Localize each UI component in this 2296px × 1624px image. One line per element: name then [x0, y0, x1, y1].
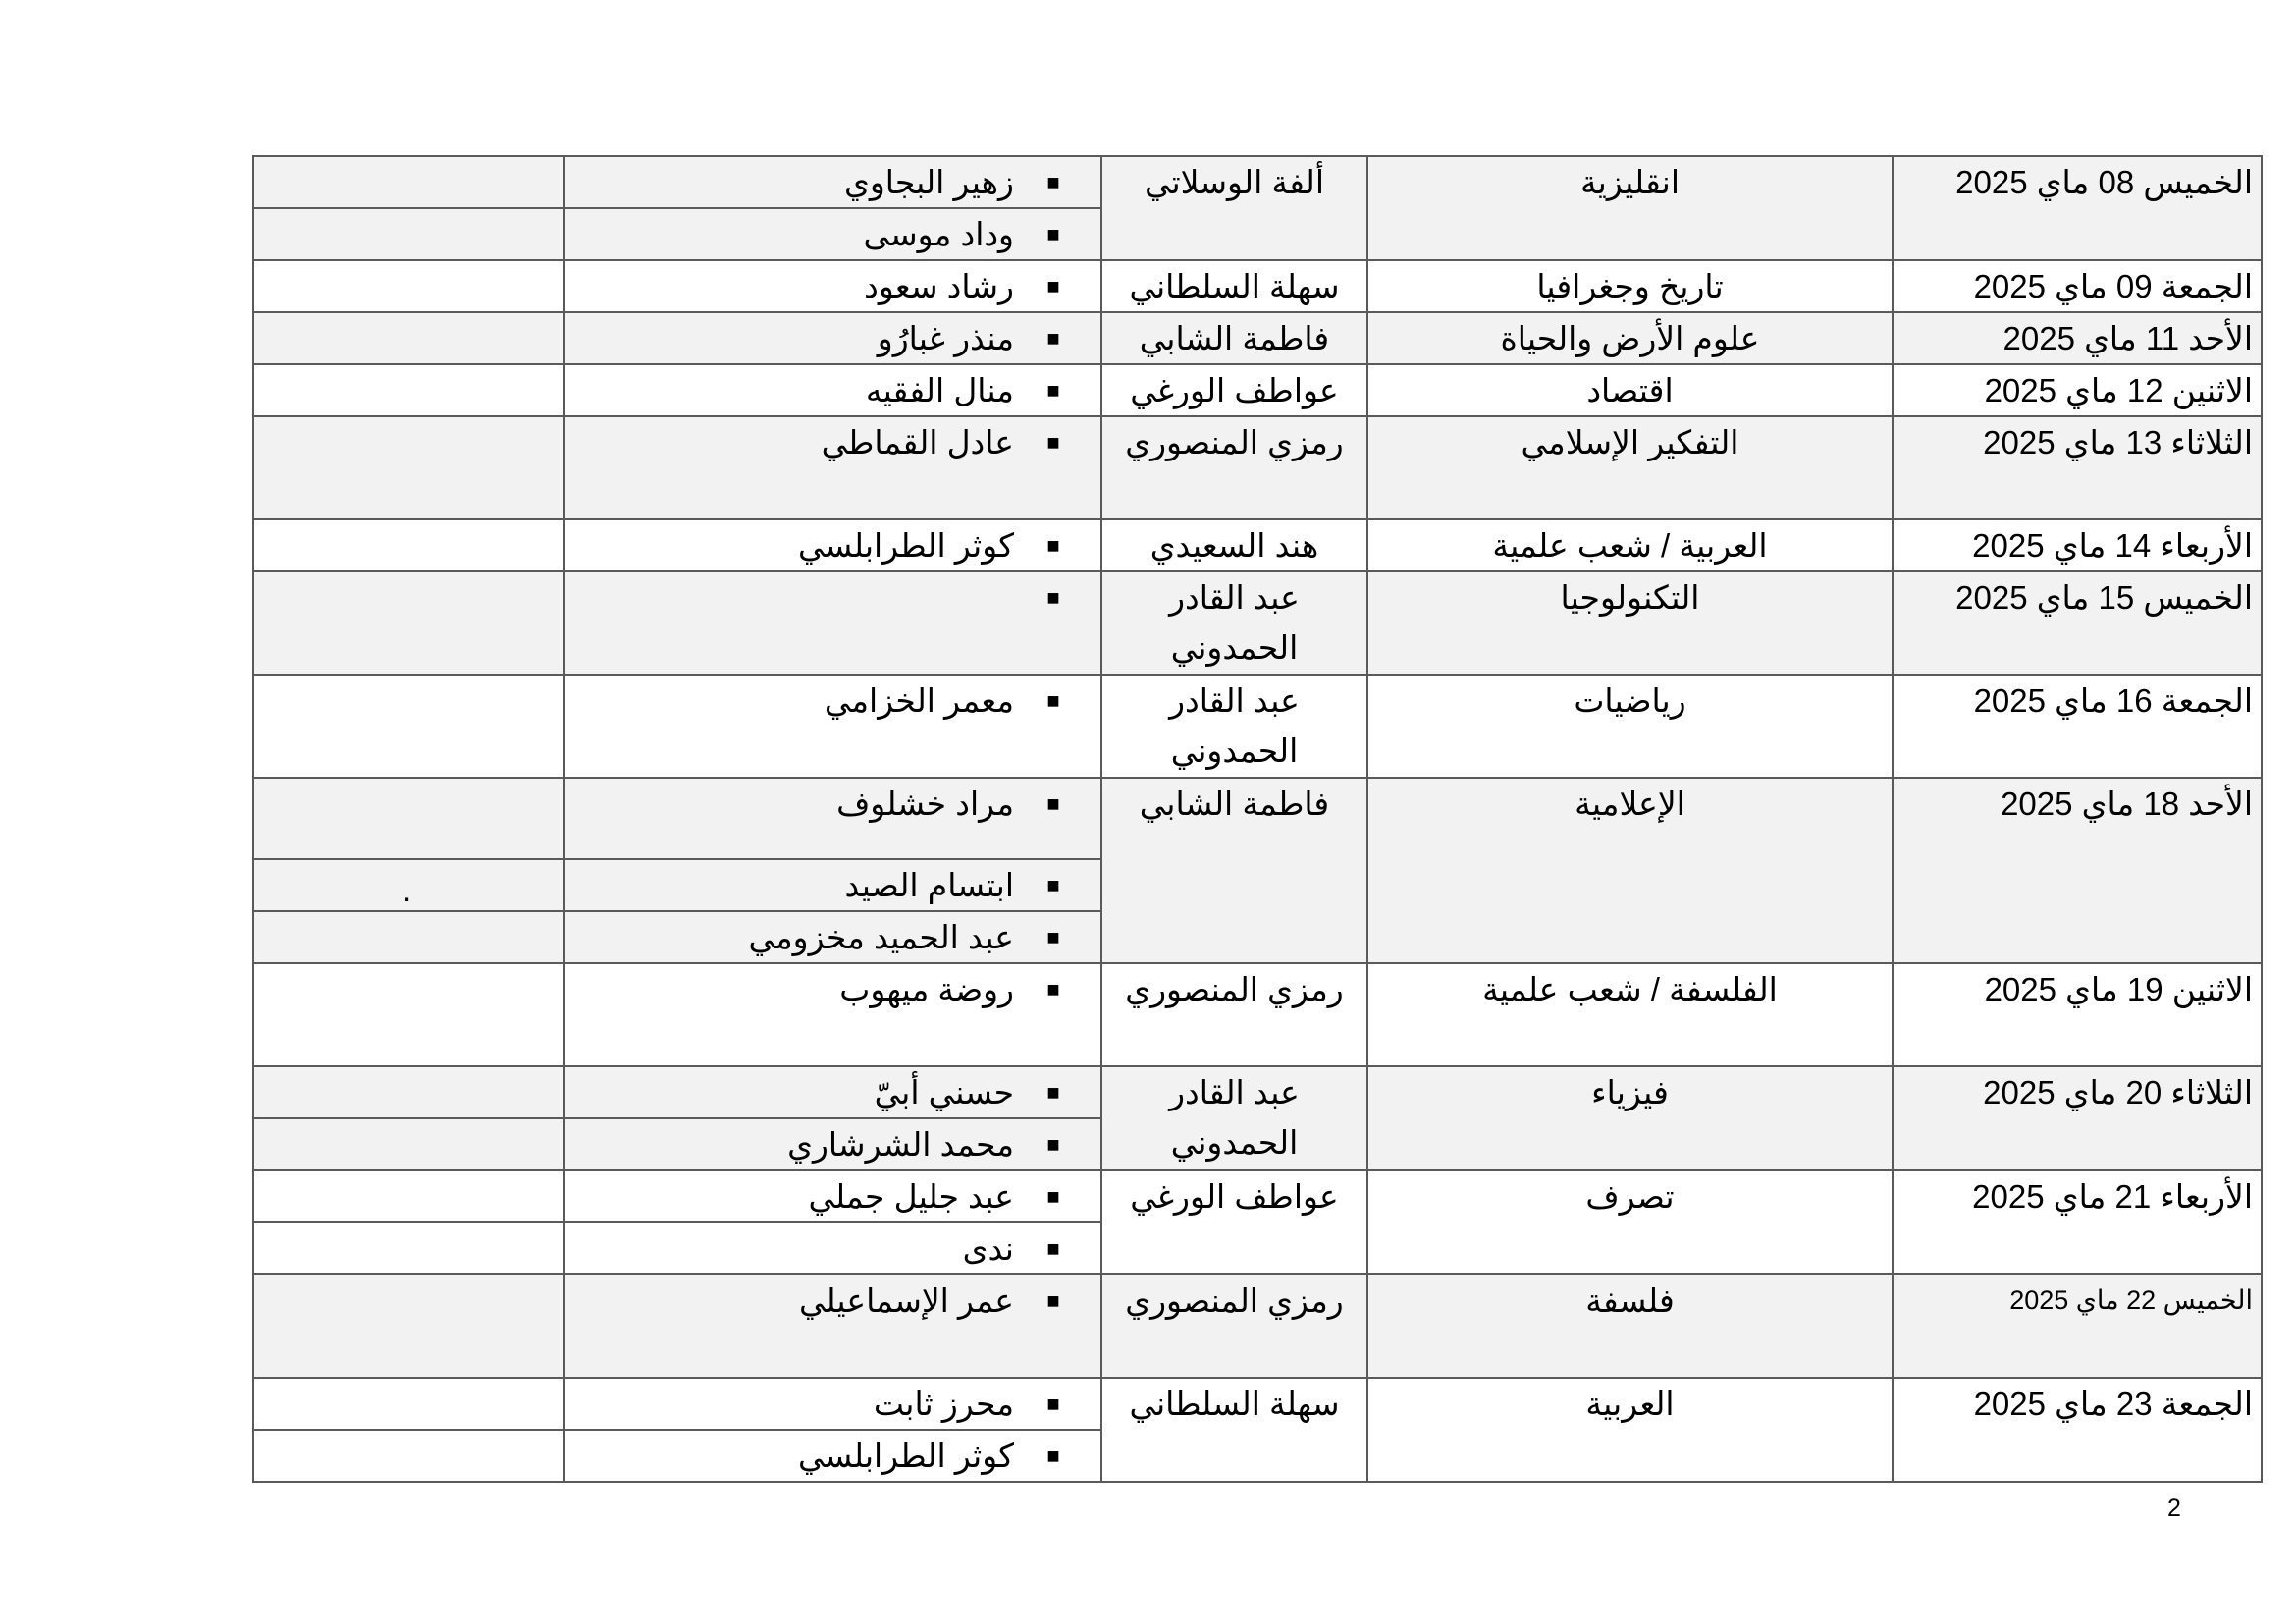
subject-cell: التكنولوجيا — [1367, 571, 1893, 675]
subject-cell: التفكير الإسلامي — [1367, 416, 1893, 519]
member-name: كوثر الطرابلسي — [797, 1437, 1014, 1474]
member-name: منال الفقيه — [865, 372, 1014, 408]
member-name: ندى — [962, 1230, 1014, 1267]
lead-cell: سهلة السلطاني — [1101, 1378, 1367, 1482]
notes-cell — [253, 778, 564, 859]
date-cell: الاثنين 19 ماي 2025 — [1893, 963, 2262, 1066]
page-number: 2 — [2167, 1494, 2181, 1522]
member-cell — [564, 416, 1101, 519]
notes-cell — [253, 1430, 564, 1482]
bullet-icon: ■ — [1046, 585, 1060, 610]
table-row — [253, 416, 2262, 519]
member-cell — [564, 364, 1101, 416]
member-name: محرز ثابت — [873, 1385, 1014, 1422]
notes-cell — [253, 208, 564, 260]
bullet-icon: ■ — [1046, 1391, 1060, 1416]
bullet-icon: ■ — [1046, 1236, 1060, 1261]
member-name: زهير البجاوي — [844, 164, 1014, 200]
member-name: رشاد سعود — [864, 268, 1014, 304]
lead-cell: هند السعيدي — [1101, 519, 1367, 571]
notes-cell — [253, 1274, 564, 1378]
lead-cell: عبد القادر الحمدوني — [1101, 1066, 1367, 1170]
table-row — [253, 963, 2262, 1066]
bullet-icon: ■ — [1046, 170, 1060, 194]
member-name: حسني أبيّ — [874, 1074, 1014, 1110]
date-cell: الاثنين 12 ماي 2025 — [1893, 364, 2262, 416]
lead-cell: ألفة الوسلاتي — [1101, 156, 1367, 260]
member-name: معمر الخزامي — [824, 682, 1014, 719]
member-name: كوثر الطرابلسي — [797, 527, 1014, 564]
subject-cell: فلسفة — [1367, 1274, 1893, 1378]
member-cell — [564, 1066, 1101, 1118]
member-cell — [564, 156, 1101, 208]
date-cell: الثلاثاء 13 ماي 2025 — [1893, 416, 2262, 519]
member-cell — [564, 911, 1101, 963]
date-cell: الأربعاء 14 ماي 2025 — [1893, 519, 2262, 571]
table-row — [253, 519, 2262, 571]
table-row — [253, 364, 2262, 416]
notes-cell — [253, 1170, 564, 1222]
subject-cell: العربية / شعب علمية — [1367, 519, 1893, 571]
table-row — [253, 1274, 2262, 1378]
notes-cell — [253, 156, 564, 208]
member-name: عبد الحميد مخزومي — [748, 919, 1014, 955]
bullet-icon: ■ — [1046, 977, 1060, 1001]
member-name: عادل القماطي — [821, 424, 1014, 460]
schedule-table — [252, 155, 2263, 1483]
bullet-icon: ■ — [1046, 533, 1060, 558]
member-cell — [564, 1378, 1101, 1430]
notes-cell — [253, 519, 564, 571]
table-row — [253, 1066, 2262, 1118]
lead-cell: سهلة السلطاني — [1101, 260, 1367, 312]
lead-cell: عواطف الورغي — [1101, 1170, 1367, 1274]
notes-cell — [253, 312, 564, 364]
date-cell: الجمعة 09 ماي 2025 — [1893, 260, 2262, 312]
table-row — [253, 312, 2262, 364]
table-row — [253, 675, 2262, 778]
bullet-icon: ■ — [1046, 326, 1060, 351]
lead-cell: فاطمة الشابي — [1101, 778, 1367, 963]
notes-cell — [253, 260, 564, 312]
date-cell: الثلاثاء 20 ماي 2025 — [1893, 1066, 2262, 1170]
member-name: عمر الإسماعيلي — [799, 1282, 1014, 1319]
table-row — [253, 778, 2262, 859]
bullet-icon: ■ — [1046, 873, 1060, 897]
subject-cell: اقتصاد — [1367, 364, 1893, 416]
notes-cell — [253, 675, 564, 778]
date-cell: الجمعة 16 ماي 2025 — [1893, 675, 2262, 778]
member-cell — [564, 859, 1101, 911]
bullet-icon: ■ — [1046, 1184, 1060, 1209]
subject-cell: تاريخ وجغرافيا — [1367, 260, 1893, 312]
member-cell — [564, 519, 1101, 571]
table-row — [253, 1378, 2262, 1430]
date-cell: الأحد 11 ماي 2025 — [1893, 312, 2262, 364]
bullet-icon: ■ — [1046, 378, 1060, 403]
notes-cell — [253, 1378, 564, 1430]
date-cell: الأحد 18 ماي 2025 — [1893, 778, 2262, 963]
date-cell: الجمعة 23 ماي 2025 — [1893, 1378, 2262, 1482]
member-cell — [564, 571, 1101, 675]
bullet-icon: ■ — [1046, 274, 1060, 298]
bullet-icon: ■ — [1046, 222, 1060, 246]
notes-cell — [253, 571, 564, 675]
stray-mark: . — [402, 872, 412, 908]
notes-cell — [253, 364, 564, 416]
member-name: محمد الشرشاري — [787, 1126, 1014, 1163]
member-name: منذر غبارُو — [877, 320, 1014, 356]
member-cell — [564, 1430, 1101, 1482]
date-cell: الأربعاء 21 ماي 2025 — [1893, 1170, 2262, 1274]
member-cell — [564, 963, 1101, 1066]
table-row — [253, 571, 2262, 675]
date-cell: الخميس 15 ماي 2025 — [1893, 571, 2262, 675]
lead-cell: رمزي المنصوري — [1101, 963, 1367, 1066]
subject-cell: فيزياء — [1367, 1066, 1893, 1170]
lead-cell: عبد القادر الحمدوني — [1101, 571, 1367, 675]
notes-cell — [253, 416, 564, 519]
bullet-icon: ■ — [1046, 791, 1060, 816]
lead-cell: فاطمة الشابي — [1101, 312, 1367, 364]
subject-cell: الإعلامية — [1367, 778, 1893, 963]
bullet-icon: ■ — [1046, 430, 1060, 455]
bullet-icon: ■ — [1046, 925, 1060, 949]
date-cell: الخميس 08 ماي 2025 — [1893, 156, 2262, 260]
member-name: وداد موسى — [863, 216, 1014, 252]
bullet-icon: ■ — [1046, 1288, 1060, 1313]
notes-cell — [253, 1118, 564, 1170]
member-name: عبد جليل جملي — [808, 1178, 1014, 1215]
bullet-icon: ■ — [1046, 1443, 1060, 1468]
subject-cell: تصرف — [1367, 1170, 1893, 1274]
bullet-icon: ■ — [1046, 1080, 1060, 1105]
member-cell — [564, 1222, 1101, 1274]
lead-cell: رمزي المنصوري — [1101, 1274, 1367, 1378]
member-name: ابتسام الصيد — [844, 867, 1014, 903]
table-row — [253, 260, 2262, 312]
member-cell — [564, 1170, 1101, 1222]
notes-cell — [253, 911, 564, 963]
member-name: مراد خشلوف — [836, 785, 1014, 822]
lead-cell: عواطف الورغي — [1101, 364, 1367, 416]
subject-cell: العربية — [1367, 1378, 1893, 1482]
table-row — [253, 156, 2262, 208]
member-cell — [564, 1274, 1101, 1378]
member-name: روضة ميهوب — [839, 971, 1014, 1007]
member-cell — [564, 260, 1101, 312]
member-cell — [564, 778, 1101, 859]
member-cell — [564, 1118, 1101, 1170]
notes-cell — [253, 1066, 564, 1118]
lead-cell: عبد القادر الحمدوني — [1101, 675, 1367, 778]
notes-cell — [253, 963, 564, 1066]
member-cell — [564, 208, 1101, 260]
subject-cell: انقليزية — [1367, 156, 1893, 260]
member-cell — [564, 312, 1101, 364]
notes-cell — [253, 1222, 564, 1274]
subject-cell: رياضيات — [1367, 675, 1893, 778]
lead-cell: رمزي المنصوري — [1101, 416, 1367, 519]
bullet-icon: ■ — [1046, 1132, 1060, 1157]
bullet-icon: ■ — [1046, 688, 1060, 713]
subject-cell: الفلسفة / شعب علمية — [1367, 963, 1893, 1066]
member-cell — [564, 675, 1101, 778]
table-row — [253, 1170, 2262, 1222]
date-cell: الخميس 22 ماي 2025 — [1893, 1274, 2262, 1378]
subject-cell: علوم الأرض والحياة — [1367, 312, 1893, 364]
